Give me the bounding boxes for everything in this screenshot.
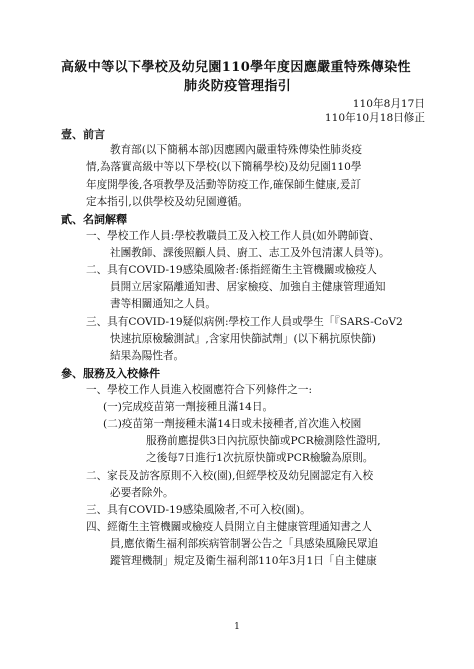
list-item-line: 蹤管理機制」規定及衛生福利部110年3月1日「自主健康 bbox=[110, 555, 377, 567]
document-title-line2: 肺炎防疫管理指引 bbox=[184, 79, 292, 94]
list-item-line: 社團教師、課後照顧人員、廚工、志工及外包清潔人員等)。 bbox=[110, 247, 390, 259]
list-item-line: 二、家長及訪客原則不入校(園),但經學校及幼兒園認定有入校 bbox=[86, 470, 374, 482]
list-item-line: 四、經衛生主管機關或檢疫人員開立自主健康管理通知書之人 bbox=[86, 521, 373, 533]
list-item-line: 一、學校工作人員進入校園應符合下列條件之一: bbox=[86, 384, 313, 396]
section-heading-service-conditions: 參、服務及入校條件 bbox=[61, 367, 160, 380]
sub-item-line: 服務前應提供3日內抗原快篩或PCR檢測陰性證明, bbox=[146, 435, 381, 447]
list-item-line: 三、具有COVID-19疑似病例:學校工作人員或學生「『SARS-CoV2 bbox=[86, 316, 403, 328]
document-title-line1: 高級中等以下學校及幼兒園110學年度因應嚴重特殊傳染性 bbox=[61, 60, 411, 75]
paragraph-line: 教育部(以下簡稱本部)因應國內嚴重特殊傳染性肺炎疫 bbox=[110, 144, 362, 156]
paragraph-line: 情,為落實高級中等以下學校(以下簡稱學校)及幼兒園110學 bbox=[86, 161, 362, 173]
list-item-line: 結果為陽性者。 bbox=[110, 350, 185, 362]
sub-item-line: (二)疫苗第一劑接種未滿14日或未接種者,首次進入校園 bbox=[103, 418, 362, 430]
list-item-line: 書等相關通知之人員。 bbox=[110, 298, 216, 310]
list-item-line: 必要者除外。 bbox=[110, 487, 174, 499]
sub-item-line: 之後每7日進行1次抗原快篩或PCR檢驗為原則。 bbox=[146, 452, 374, 464]
section-heading-preface: 壹、前言 bbox=[61, 128, 105, 141]
list-item-line: 一、學校工作人員:學校教職員工及入校工作人員(如外聘師資、 bbox=[86, 230, 380, 242]
issue-date: 110年8月17日 bbox=[352, 98, 425, 110]
list-item-line: 二、具有COVID-19感染風險者:係指經衛生主管機關或檢疫人 bbox=[86, 264, 377, 276]
list-item-line: 員,應依衛生福利部疾病管制署公告之「具感染風險民眾追 bbox=[110, 538, 379, 550]
paragraph-line: 定本指引,以供學校及幼兒園遵循。 bbox=[86, 196, 249, 208]
list-item-line: 快速抗原檢驗測試』,含家用快篩試劑」(以下稱抗原快篩) bbox=[110, 333, 376, 345]
sub-item-line: (一)完成疫苗第一劑接種且滿14日。 bbox=[103, 401, 274, 413]
paragraph-line: 年度開學後,各項教學及活動等防疫工作,確保師生健康,爰訂 bbox=[86, 179, 361, 191]
section-heading-definitions: 貳、名詞解釋 bbox=[61, 213, 127, 226]
list-item-line: 三、具有COVID-19感染風險者,不可入校(園)。 bbox=[86, 504, 311, 516]
revision-date: 110年10月18日修正 bbox=[324, 112, 425, 124]
list-item-line: 員開立居家隔離通知書、居家檢疫、加強自主健康管理通知 bbox=[110, 281, 386, 293]
page-number: 1 bbox=[234, 622, 240, 632]
